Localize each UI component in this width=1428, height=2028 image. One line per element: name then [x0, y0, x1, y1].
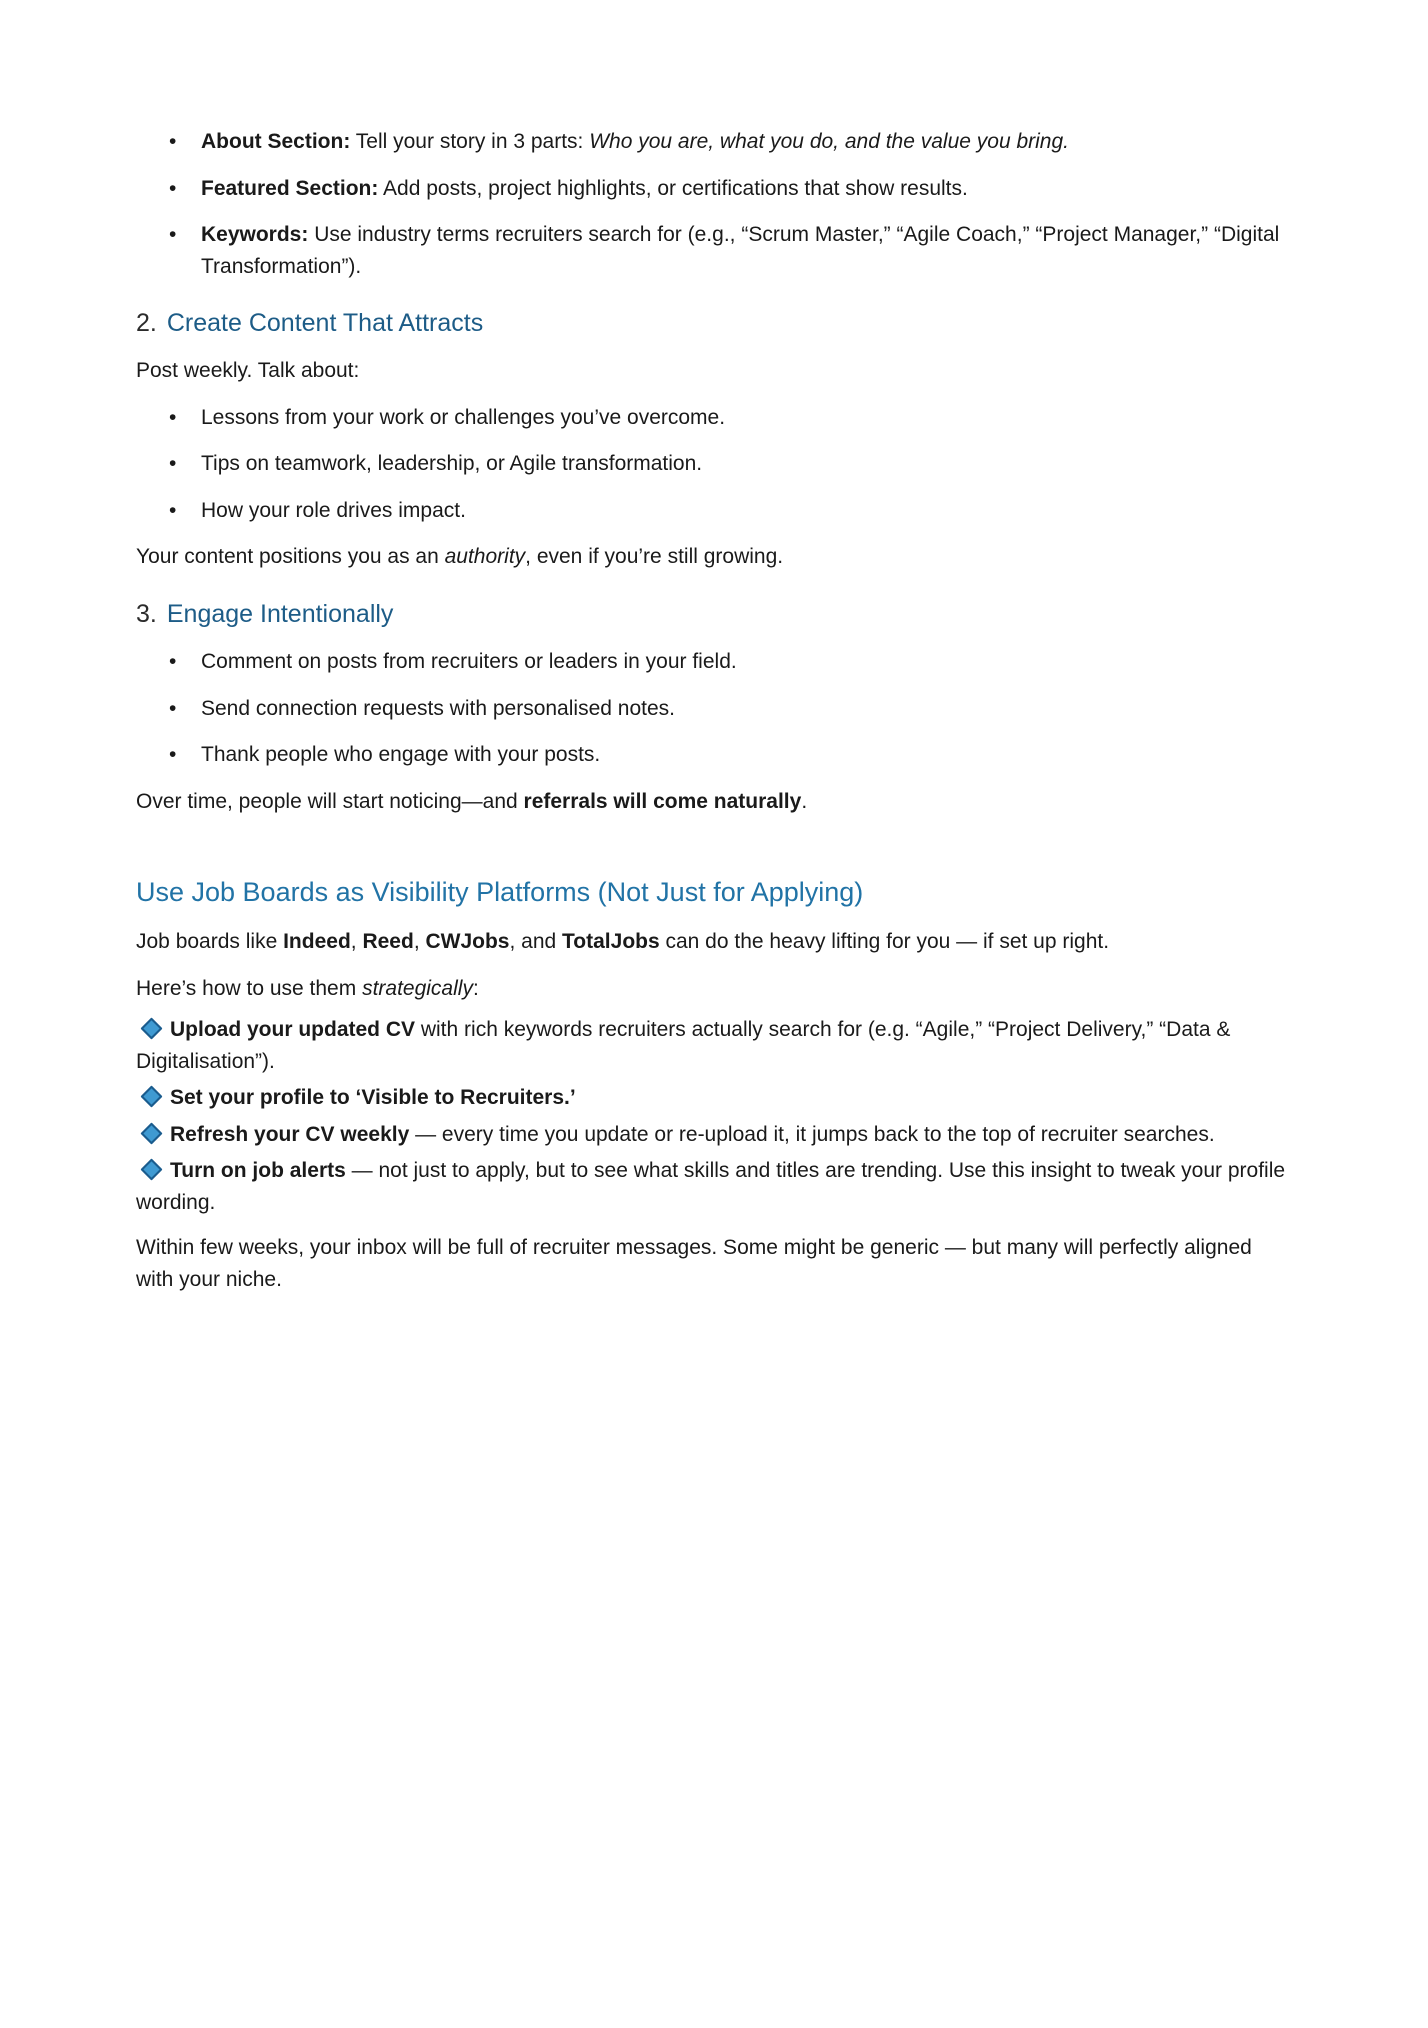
- diamond-item-visible-profile: [136, 1082, 1292, 1114]
- diamond-item-job-alerts: [136, 1155, 1292, 1218]
- diamond-shape: [142, 1124, 161, 1143]
- profile-tips-bullet-list: [136, 126, 1292, 282]
- section-title: Engage Intentionally: [166, 599, 394, 628]
- bullet-text: How your role drives impact.: [201, 498, 466, 522]
- paragraph-post-weekly: Post weekly. Talk about:: [136, 359, 360, 383]
- section-number: 2.: [136, 309, 157, 337]
- diamond-item-refresh-cv: [136, 1119, 1292, 1151]
- content-ideas-bullet-list: [136, 402, 1292, 527]
- bullet-marker: •: [169, 743, 177, 766]
- bullet-item: [136, 646, 1292, 678]
- bullet-item-featured-section: [136, 173, 1292, 205]
- bullet-marker: •: [169, 223, 177, 246]
- bullet-marker: •: [169, 452, 177, 476]
- paragraph-how-to: Here’s how to use them strategically:: [136, 976, 479, 1000]
- diamond-text: Refresh your CV weekly — every time you update or re-upload it, it jumps back to the top of recruiter searches.: [170, 1122, 1215, 1146]
- diamond-text: Set your profile to ‘Visible to Recruiters.’: [170, 1086, 576, 1110]
- bullet-item: [136, 448, 1292, 480]
- bullet-marker: •: [169, 130, 177, 153]
- section-number: 3.: [136, 599, 157, 628]
- section-heading-engage: [136, 599, 1292, 630]
- bullet-text: Thank people who engage with your posts.: [201, 743, 601, 766]
- engage-bullet-list: [136, 646, 1292, 771]
- paragraph-jobboards-intro: Job boards like Indeed, Reed, CWJobs, and TotalJobs can do the heavy lifting for you — if set up right.: [136, 930, 1110, 954]
- paragraph-overtime: Over time, people will start noticing—and referrals will come naturally.: [136, 789, 808, 813]
- paragraph-authority: Your content positions you as an authority, even if you’re still growing.: [136, 545, 784, 569]
- bullet-marker: •: [169, 176, 177, 200]
- blue-diamond-icon: [140, 1017, 163, 1040]
- section-title: Create Content That Attracts: [166, 309, 484, 337]
- blue-diamond-icon: [140, 1122, 163, 1145]
- bullet-text: Featured Section: Add posts, project highlights, or certifications that show results.: [201, 176, 968, 200]
- bullet-text: About Section: Tell your story in 3 parts: Who you are, what you do, and the value you bring.: [201, 130, 1070, 153]
- bullet-item: [136, 402, 1292, 434]
- section-heading-create-content: [136, 308, 1292, 339]
- bullet-item: [136, 495, 1292, 527]
- bullet-item: [136, 693, 1292, 725]
- diamond-shape: [142, 1087, 161, 1106]
- bullet-marker: •: [169, 696, 177, 720]
- diamond-item-upload-cv: [136, 1014, 1292, 1077]
- bullet-item-about-section: [136, 126, 1292, 158]
- bullet-text: Lessons from your work or challenges you’ve overcome.: [201, 405, 726, 429]
- bullet-text: Tips on teamwork, leadership, or Agile transformation.: [201, 452, 703, 476]
- bullet-item-keywords: [136, 219, 1292, 282]
- diamond-text: Turn on job alerts — not just to apply, but to see what skills and titles are trending. Use this insight to tweak your profile wording.: [136, 1159, 1286, 1214]
- bullet-text: Send connection requests with personalised notes.: [201, 696, 675, 720]
- bullet-text: Keywords: Use industry terms recruiters search for (e.g., “Scrum Master,” “Agile Coach,” “Project Manager,” “Digital Transformation”).: [201, 223, 1280, 278]
- diamond-shape: [142, 1160, 161, 1179]
- bullet-marker: •: [169, 405, 177, 429]
- bullet-marker: •: [169, 650, 177, 673]
- paragraph-closing: Within few weeks, your inbox will be full of recruiter messages. Some might be generic — but many will perfectly aligned with your niche.: [136, 1236, 1252, 1291]
- bullet-marker: •: [169, 498, 177, 522]
- section-heading-job-boards: Use Job Boards as Visibility Platforms (Not Just for Applying): [136, 877, 864, 907]
- diamond-shape: [142, 1019, 161, 1038]
- bullet-text: Comment on posts from recruiters or leaders in your field.: [201, 650, 737, 673]
- blue-diamond-icon: [140, 1158, 163, 1181]
- blue-diamond-icon: [140, 1085, 163, 1108]
- bullet-item: [136, 739, 1292, 771]
- diamond-text: Upload your updated CV with rich keywords recruiters actually search for (e.g. “Agile,” “Project Delivery,” “Data & Digitalisation”).: [136, 1018, 1231, 1073]
